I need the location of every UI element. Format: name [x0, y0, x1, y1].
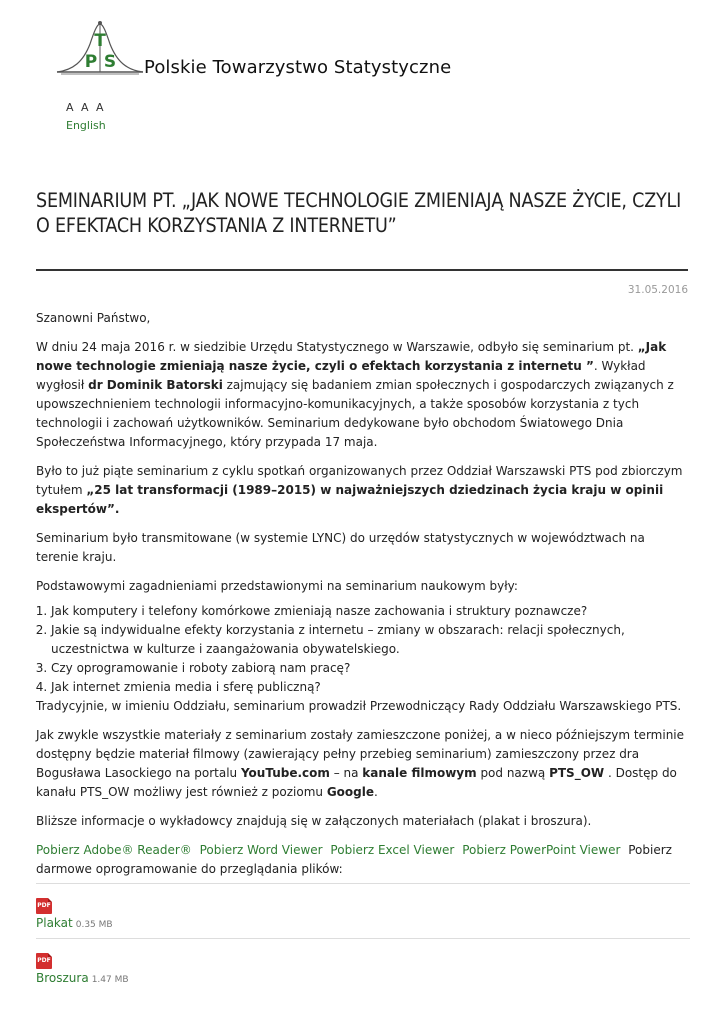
- download-excel-viewer-link[interactable]: Pobierz Excel Viewer: [330, 843, 455, 857]
- pdf-file-icon: PDF: [36, 898, 52, 914]
- article-body: [36, 309, 690, 993]
- list-item: 2. Jakie są indywidualne efekty korzystania z internetu – zmiany w obszarach: relacji społecznych, uczestnictwa w kulturze i zaangażowania obywatelskiego.: [51, 621, 690, 659]
- attachment-size: 0.35 MB: [75, 920, 113, 930]
- download-powerpoint-viewer-link[interactable]: Pobierz PowerPoint Viewer: [462, 843, 621, 857]
- p6-text-c: – na: [329, 766, 363, 780]
- p1-lecturer: dr Dominik Batorski: [88, 378, 223, 392]
- download-word-viewer-link[interactable]: Pobierz Word Viewer: [199, 843, 323, 857]
- attachment-size: 1.47 MB: [91, 975, 129, 985]
- download-adobe-reader-link[interactable]: Pobierz Adobe® Reader®: [36, 843, 192, 857]
- site-name[interactable]: Polskie Towarzystwo Statystyczne: [144, 57, 452, 78]
- paragraph-6: [36, 726, 690, 802]
- paragraph-5: Tradycyjnie, w imieniu Oddziału, seminarium prowadził Przewodniczący Rady Oddziału Warszawskiego PTS.: [36, 699, 682, 713]
- p2-text-a: Było to już piąte seminarium z cyklu spotkań organizowanych przez Oddział Warszawski PTS pod zbiorczym tytułem: [36, 464, 683, 497]
- list-item: 4. Jak internet zmienia media i sferę publiczną?: [51, 678, 690, 697]
- p6-text-i: .: [374, 785, 378, 799]
- youtube-label: YouTube.com: [240, 766, 330, 780]
- logo-letter-p: P: [84, 52, 98, 72]
- paragraph-2: [36, 462, 690, 519]
- p1-text-a: W dniu 24 maja 2016 r. w siedzibie Urzędu Statystycznego w Warszawie, odbyło się seminarium pt.: [36, 340, 638, 354]
- paragraph-4: Podstawowymi zagadnieniami przedstawionymi na seminarium naukowym były:: [36, 579, 518, 593]
- paragraph-3: Seminarium było transmitowane (w systemie LYNC) do urzędów statystycznych w województwach na terenie kraju.: [36, 531, 645, 564]
- pdf-file-icon: PDF: [36, 953, 52, 969]
- channel-label: kanale filmowym: [362, 766, 477, 780]
- topics-list: [36, 602, 690, 697]
- logo-letter-t: T: [94, 31, 106, 51]
- paragraph-1: [36, 338, 690, 452]
- p2-series-title: „25 lat transformacji (1989–2015) w najważniejszych dziedzinach życia kraju w opinii ekspertów”.: [36, 483, 664, 516]
- title-divider: [36, 269, 688, 271]
- language-link-english[interactable]: English: [66, 119, 106, 132]
- attachment-item-broszura: [36, 938, 690, 993]
- p1-text-c: . Wykład wygłosił: [36, 359, 646, 392]
- list-item: 1. Jak komputery i telefony komórkowe zmieniają nasze zachowania i struktury poznawcze?: [51, 602, 690, 621]
- p6-text-g: . Dostęp do kanału PTS_OW możliwy jest również z poziomu: [36, 766, 677, 799]
- viewer-links: [36, 841, 690, 879]
- list-item: 3. Czy oprogramowanie i roboty zabiorą nam pracę?: [51, 659, 690, 678]
- attachment-link-broszura[interactable]: Broszura: [36, 971, 89, 985]
- greeting: Szanowni Państwo,: [36, 311, 151, 325]
- font-size-controls[interactable]: A A A: [66, 101, 106, 114]
- viewer-links-note: Pobierz darmowe oprogramowanie do przeglądania plików:: [36, 843, 672, 876]
- google-label: Google: [326, 785, 375, 799]
- attachment-link-plakat[interactable]: Plakat: [36, 916, 73, 930]
- attachment-item-plakat: [36, 883, 690, 938]
- pts-logo[interactable]: [55, 20, 145, 78]
- logo-letter-s: S: [103, 52, 117, 72]
- paragraph-7: Bliższe informacje o wykładowcy znajdują się w załączonych materiałach (plakat i broszura).: [36, 814, 592, 828]
- p6-text-e: pod nazwą: [476, 766, 550, 780]
- attachments-list: [36, 883, 690, 993]
- p1-seminar-title: „Jak nowe technologie zmieniają nasze życie, czyli o efektach korzystania z internetu ”: [36, 340, 667, 373]
- p6-text-a: Jak zwykle wszystkie materiały z seminarium zostały zamieszczone poniżej, a w nieco późniejszym terminie dostępny będzie materiał filmowy (zawierający pełny przebieg seminarium) zamieszczony przez dra Bogusława Lasockiego na portalu: [36, 728, 685, 780]
- page-title: SEMINARIUM PT. „JAK NOWE TECHNOLOGIE ZMIENIAJĄ NASZE ŻYCIE, CZYLI O EFEKTACH KORZYSTANIA Z INTERNETU”: [36, 189, 682, 237]
- p1-text-e: zajmujący się badaniem zmian społecznych i gospodarczych związanych z upowszechnieniem technologii informacyjno-komunikacyjnych, a także sposobów korzystania z tych technologii i zachowań użytkowników. Seminarium dedykowane było obchodom Światowego Dnia Społeczeństwa Informacyjnego, który przypada 17 maja.: [36, 378, 674, 449]
- publish-date: 31.05.2016: [627, 284, 688, 296]
- channel-name: PTS_OW: [549, 766, 605, 780]
